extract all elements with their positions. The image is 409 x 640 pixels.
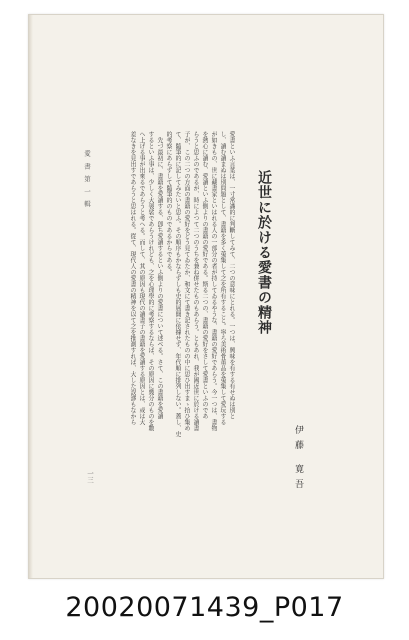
body-line: し、讀む讀まぬは別問題として、書籍を多く蒐集して之を所有すること。寧ろ美術骨董品を蒐集して愛玩する: [219, 131, 226, 425]
scan-id-label: 20020071439_P017: [65, 592, 344, 623]
document-page: [28, 14, 384, 579]
body-line: 愛書といふ言葉は、一寸常識的に判斷してみて、二つの意味にとれる。一つは、興味を有する有せぬは別と: [228, 131, 235, 419]
body-line: 先づ最初に、書籍を愛讀する、卽ち愛讀するといふ側よりの愛書について述べる。さて、この書籍を愛讀: [156, 131, 163, 419]
page-edge-shadow: [29, 15, 33, 578]
body-line: を熱心に讀む、愛讀といふ側よりの書籍の愛好である。斯る二つの、書籍の愛好をさして愛書といふのであ: [201, 131, 208, 419]
body-text: [105, 131, 235, 501]
body-line: へ上げる事が出來るであらうと考へる。而して、其の原因も現代の讀書子の書籍を愛讀する原因とは、或は大: [138, 131, 145, 425]
running-header: 愛 書 第 一 輯: [83, 150, 91, 209]
author-name: 伊藤 寛吾: [293, 425, 303, 494]
body-line: するといふ事は、少しく大袈裟であらうけれども、之を心理學的に考察するならば、その原因に幾分のものを數: [147, 131, 154, 431]
body-line: 差なきを見出すであらうと思はれる。從て、現代人の愛書の精神を以て之を推測すれば、大した誤謬もなから: [129, 131, 136, 425]
body-line: らうと思ふのであるが、時によつて二つのうちを兼ね併せたものもあらう。ともあれ、我が國近世に於ける讀書: [192, 131, 199, 431]
page-number: 一三: [86, 470, 94, 483]
article-title: 近世に於ける愛書の精神: [256, 170, 272, 335]
body-line: 的考察にあらずして隨筆的のものであるからである。: [165, 131, 172, 275]
body-line: 子が、この二つの方面の書籍の愛好をどう見てゐたか、和文にて書き記されたものの中に思ひ出すまゝ拾ひ集め: [183, 131, 190, 431]
body-line: て、隨筆的に記してみたいと思ふ。その順序もかならずしも史的展開に依據せず、年代順に排列しない。蓋し、史: [174, 131, 181, 437]
body-line: が如きもの、世に藏書家といはれる人の一部分の者が持してゐるやうな、書籍の愛好であらう。今一つは、書物: [210, 131, 217, 431]
